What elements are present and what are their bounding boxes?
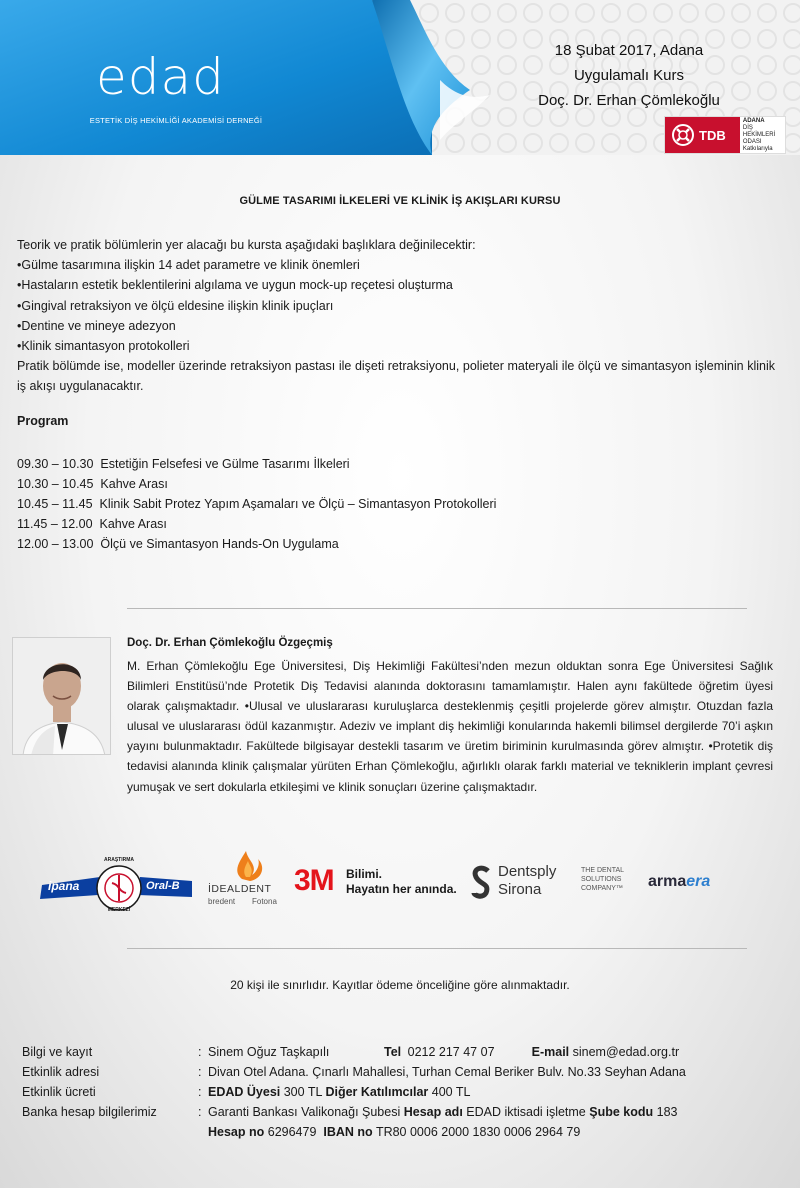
info-label: Etkinlik adresi: [22, 1065, 100, 1079]
fotona-label: Fotona: [252, 897, 277, 906]
idealdent-flame-icon: [206, 849, 286, 883]
sponsor-logos: [0, 845, 800, 915]
bredent-label: bredent: [208, 897, 236, 906]
dentsply-tagline-3: COMPANY™: [581, 885, 623, 892]
account-no-value: 6296479: [267, 1125, 317, 1139]
info-colon: :: [198, 1065, 202, 1079]
email-link[interactable]: sinem@edad.org.tr: [572, 1045, 680, 1059]
schedule-row: [17, 514, 717, 534]
idealdent-label: İDEALDENT: [208, 883, 272, 895]
3m-label: 3M: [294, 864, 334, 897]
intro-section: [17, 235, 775, 397]
dentsply-tagline: [581, 866, 624, 893]
dentsply-tagline-1: THE DENTAL: [581, 867, 625, 874]
armaera-label-b: era: [686, 873, 711, 890]
tdb-org-line3: ODASI: [742, 138, 762, 145]
info-row-registration: [22, 1042, 782, 1062]
course-title: GÜLME TASARIMI İLKELERİ VE KLİNİK İŞ AKIŞLARI KURSU: [239, 195, 561, 207]
fee-member-label: EDAD Üyesi: [208, 1085, 281, 1099]
info-row-address: [22, 1062, 782, 1082]
tdb-org-line4: Katkılarıyla: [742, 145, 773, 152]
oralb-label: Oral-B: [146, 880, 180, 892]
list-item: • Gülme tasarımına ilişkin 14 adet parametre ve klinik önemleri: [17, 255, 775, 275]
schedule-topic: Kahve Arası: [99, 517, 167, 531]
schedule-topic: Estetiğin Felsefesi ve Gülme Tasarımı İlkeleri: [100, 457, 350, 471]
divider: [127, 608, 747, 609]
info-label: Banka hesap bilgilerimiz: [22, 1105, 157, 1119]
list-item: • Gingival retraksiyon ve ölçü eldesine ilişkin klinik ipuçları: [17, 296, 775, 316]
tdb-logo: [665, 117, 740, 153]
branch-label: Şube kodu: [589, 1105, 654, 1119]
list-item: • Dentine ve mineye adezyon: [17, 316, 775, 336]
event-type: Uygulamalı Kurs: [573, 67, 685, 84]
speaker-portrait-icon: [13, 638, 111, 755]
fee-value: [208, 1082, 782, 1102]
registration-name: Sinem Oğuz Taşkapılı: [208, 1045, 330, 1059]
schedule-topic: Klinik Sabit Protez Yapım Aşamaları ve Ölçü – Simantasyon Protokolleri: [99, 497, 497, 511]
dentsply-s-icon: [470, 865, 492, 899]
research-top-label: ARAŞTIRMA: [104, 857, 134, 863]
event-date: 18 Şubat 2017, Adana: [554, 42, 704, 59]
account-name-label: Hesap adı: [403, 1105, 463, 1119]
intro-lead: Teorik ve pratik bölümlerin yer alacağı bu kursta aşağıdaki başlıklara değinilecektir:: [17, 238, 476, 252]
address-value: Divan Otel Adana. Çınarlı Mahallesi, Turhan Cemal Beriker Bulv. No.33 Seyhan Adana: [208, 1065, 686, 1079]
tdb-emblem-icon: [671, 123, 695, 147]
bank-name: Garanti Bankası Valikonağı Şubesi: [208, 1105, 401, 1119]
fee-member-value: 300 TL: [283, 1085, 322, 1099]
practice-description: Pratik bölümde ise, modeller üzerinde retraksiyon pastası ile dişeti retraksiyonu, polieter materyali ile ölçü ve simantasyon işleminin klinik iş akışı uygulanacaktır.: [17, 359, 775, 394]
fee-other-label: Diğer Katılımcılar: [325, 1085, 429, 1099]
schedule-time: 10.45 – 11.45: [17, 497, 93, 511]
fee-other-value: 400 TL: [431, 1085, 471, 1099]
ipana-oralb-logo: [40, 855, 195, 915]
info-label: Etkinlik ücreti: [22, 1085, 96, 1099]
tel-value[interactable]: 0212 217 47 07: [407, 1045, 495, 1059]
3m-tagline-2: Hayatın her anında.: [346, 882, 457, 896]
branch-value: 183: [656, 1105, 678, 1119]
tdb-org-line1: ADANA: [742, 117, 765, 124]
participant-limit-note: 20 kişi ile sınırlıdır. Kayıtlar ödeme önceliğine göre alınmaktadır.: [230, 978, 570, 992]
info-colon: :: [198, 1085, 202, 1099]
research-bottom-label: MERKEZİ: [107, 907, 131, 913]
divider: [127, 948, 747, 949]
event-info: [500, 38, 758, 113]
sirona-label: Sirona: [498, 881, 542, 898]
info-colon: :: [198, 1105, 202, 1119]
armaera-logo: [648, 873, 748, 897]
armaera-label-a: arma: [648, 873, 687, 890]
iban-value: TR80 0006 2000 1830 0006 2964 79: [375, 1125, 581, 1139]
schedule-row: [17, 454, 717, 474]
schedule-topic: Kahve Arası: [100, 477, 168, 491]
iban-label: IBAN no: [323, 1125, 373, 1139]
info-row-fee: [22, 1082, 782, 1102]
schedule-time: 10.30 – 10.45: [17, 477, 94, 491]
schedule-time: 11.45 – 12.00: [17, 517, 93, 531]
tel-label: Tel: [384, 1045, 402, 1059]
schedule-row: [17, 494, 717, 514]
bank-value: [208, 1102, 782, 1142]
schedule-time: 12.00 – 13.00: [17, 537, 94, 551]
dentsply-tagline-2: SOLUTIONS: [581, 876, 622, 883]
info-colon: :: [198, 1045, 202, 1059]
bio-text: [127, 656, 773, 797]
tdb-org-name: [740, 118, 785, 153]
3m-logo: [294, 865, 464, 901]
account-name-value: EDAD iktisadi işletme: [466, 1105, 586, 1119]
ipana-label: ipana: [48, 879, 80, 893]
program-schedule: [17, 454, 717, 554]
dentsply-sirona-logo: [470, 863, 640, 903]
topic-list: [17, 255, 775, 356]
schedule-topic: Ölçü ve Simantasyon Hands-On Uygulama: [100, 537, 339, 551]
info-row-bank: [22, 1102, 782, 1142]
schedule-row: [17, 474, 717, 494]
bio-paragraph: M. Erhan Çömlekoğlu Ege Üniversitesi, Diş Hekimliği Fakültesi’nden mezun olduktan sonra Ege Üniversitesi Sağlık Bilimleri Enstitüsü’nde Protetik Diş Tedavisi alanında doktorasını tamamlamıştır. Halen aynı fakültede öğretim üyesi olarak çalışmaktadır. •Ulusal ve uluslararası kuruluşlarca desteklenmiş çeşitli projelerde görev almıştır. Otuzdan fazla ulusal ve uluslararası ödül kazanmıştır. Adeziv ve implant diş hekimliği konularında hakemli bilimsel dergilerde 70’i aşkın yayını bulunmaktadır. Fakültede bilgisayar destekli tasarım ve üretim biriminin kurulmasında görev almıştır.: [127, 659, 773, 754]
tdb-badge: [664, 116, 786, 154]
event-info-table: [22, 1042, 782, 1142]
idealdent-logo: [206, 849, 286, 909]
tdb-org-line2: DİŞ HEKİMLERİ: [742, 124, 776, 138]
bio-paragraph: •Protetik diş tedavisi alanında klinik çalışmalar yürüten Erhan Çömlekoğlu, ağırlıklı olarak farklı material ve tekniklerin implant çevresi yumuşak ve sert dokularla etkileşimi ve klinik sonuçları üzerine çalışmaktadır.: [127, 739, 773, 794]
3m-tagline-1: Bilimi.: [346, 867, 383, 881]
tdb-label: TDB: [699, 127, 726, 143]
edad-logo: edad: [96, 48, 225, 106]
list-item: • Klinik simantasyon protokolleri: [17, 336, 775, 356]
speaker-photo: [12, 637, 111, 755]
email-label: E-mail: [531, 1045, 570, 1059]
schedule-time: 09.30 – 10.30: [17, 457, 94, 471]
event-speaker: Doç. Dr. Erhan Çömlekoğlu: [538, 92, 720, 109]
info-value: [208, 1042, 782, 1062]
account-no-label: Hesap no: [208, 1125, 265, 1139]
bio-title: Doç. Dr. Erhan Çömlekoğlu Özgeçmiş: [127, 637, 333, 649]
program-title: Program: [17, 414, 69, 428]
edad-logo-subtitle: ESTETİK DİŞ HEKİMLİĞİ AKADEMİSİ DERNEĞİ: [89, 116, 263, 125]
info-label: Bilgi ve kayıt: [22, 1045, 93, 1059]
dentsply-label: Dentsply: [498, 863, 557, 880]
schedule-row: [17, 534, 717, 554]
list-item: • Hastaların estetik beklentilerini algılama ve uygun mock-up reçetesi oluşturma: [17, 275, 775, 295]
header-banner: [0, 0, 800, 155]
